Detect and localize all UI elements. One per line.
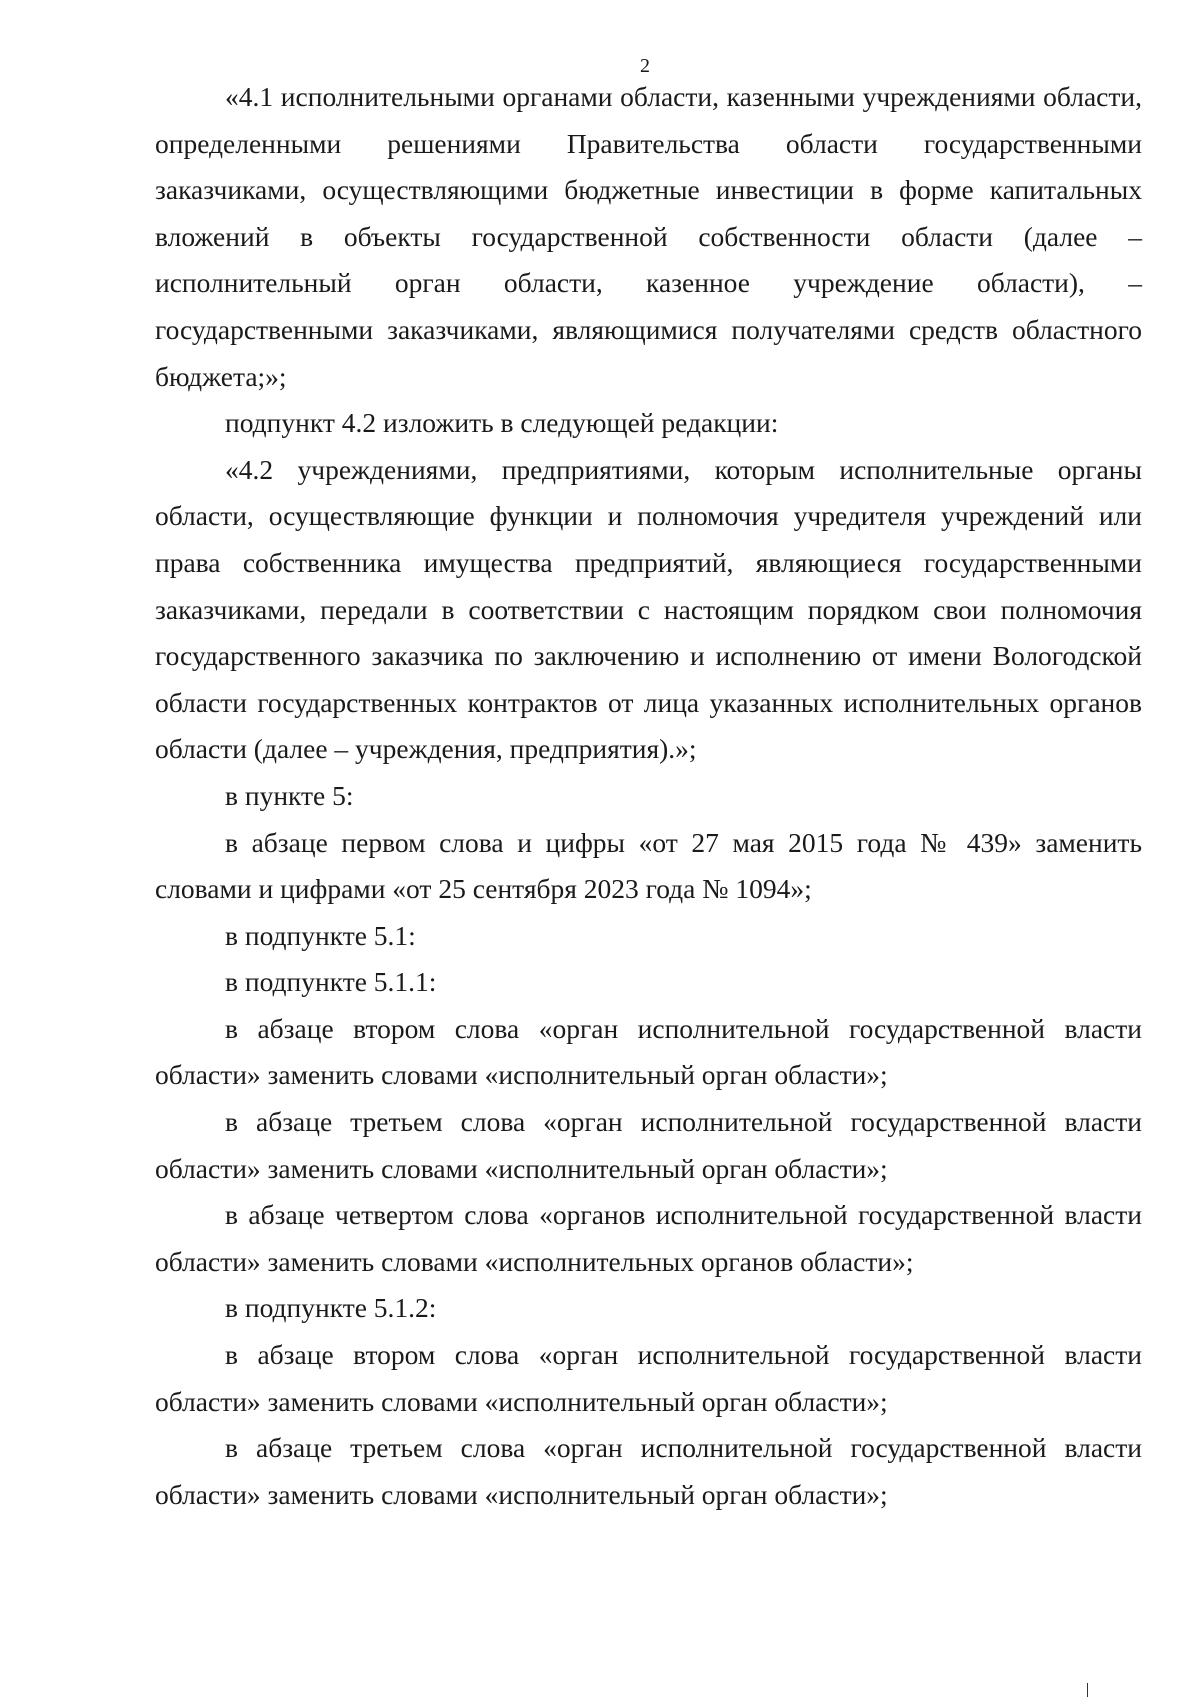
paragraph-point-5: в пункте 5: [225, 779, 354, 811]
paragraph-subclause-5-1-2: в подпункте 5.1.2: [225, 1292, 437, 1324]
paragraph-subclause-4-2-intro: подпункт 4.2 изложить в следующей редакции: [225, 407, 779, 439]
paragraph-subclause-5-1: в подпункте 5.1: [225, 919, 416, 951]
paragraph-subclause-5-1-1: в подпункте 5.1.1: [225, 966, 437, 998]
paragraph-5-1-2-second: в абзаце втором слова «орган исполнительной государственной власти области» заменить словами «исполнительный орган области»; [155, 1339, 1142, 1417]
paragraph-4-2: «4.2 учреждениями, предприятиями, которым исполнительные органы области, осуществляющие функции и полномочия учредителя учреждений или права собственника имущества предприятий, являющиеся государственными заказчиками, передали в соответствии с настоящим порядком свои полномочия государственного заказчика по заключению и исполнению от имени Вологодской области государственных контрактов от лица указанных исполнительных органов области (далее – учреждения, предприятия).»; [155, 453, 1142, 765]
page-number: 2 [640, 55, 650, 77]
paragraph-5-1-1-second: в абзаце втором слова «орган исполнительной государственной власти области» заменить словами «исполнительный орган области»; [155, 1012, 1142, 1091]
paragraph-5-1-1-fourth: в абзаце четвертом слова «органов исполнительной государственной власти области» заменить словами «исполнительных органов области»; [155, 1199, 1142, 1277]
scan-edge-mark [1087, 1683, 1088, 1697]
paragraph-4-1: «4.1 исполнительными органами области, казенными учреждениями области, определенными решениями Правительства области государственными заказчиками, осуществляющими бюджетные инвестиции в форме капитальных вложений в объекты государственной собственности области (далее – исполнительный орган области, казенное учреждение области), – государственными заказчиками, являющимися получателями средств областного бюджета;»; [155, 81, 1142, 392]
paragraph-point-5-first: в абзаце первом слова и цифры «от 27 мая 2015 года № 439» заменить словами и цифрами «от 25 сентября 2023 года № 1094»; [155, 826, 1142, 905]
paragraph-5-1-1-third: в абзаце третьем слова «орган исполнительной государственной власти области» заменить словами «исполнительный орган области»; [155, 1106, 1142, 1184]
document-body [155, 74, 1142, 1518]
paragraph-5-1-2-third: в абзаце третьем слова «орган исполнительной государственной власти области» заменить словами «исполнительный орган области»; [155, 1432, 1142, 1510]
